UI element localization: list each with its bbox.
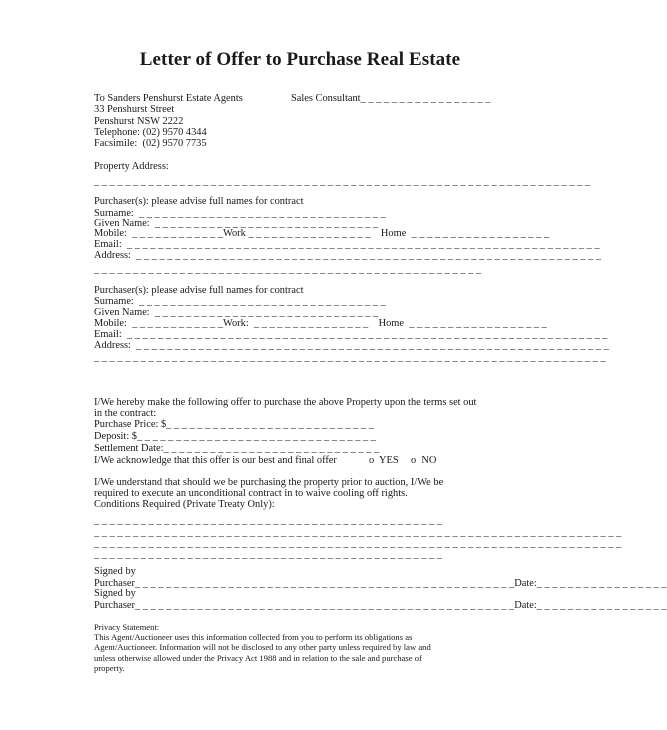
conditions-line-3[interactable]: _ _ _ _ _ _ _ _ _ _ _ _ _ _ _ _ _ _ _ _ _ _ _ _ _ _ _ _ _ _ _ _ _ _ _ _ _ _ _ _ _ _ _ _ _ _ _ _ _ _ _ _ _ _ _ _ _ _ _ _ _ _ _ _ _ _ _ _ [94,538,622,549]
agent-street: 33 Penshurst Street [94,104,175,115]
signed-by-label-1: Signed by [94,566,136,577]
privacy-line-1: This Agent/Auctioneer uses this information collected from you to perform its obligations as [94,632,413,642]
purchaser2-email-field[interactable]: Email: _ _ _ _ _ _ _ _ _ _ _ _ _ _ _ _ _ _ _ _ _ _ _ _ _ _ _ _ _ _ _ _ _ _ _ _ _ _ _ _ _ _ _ _ _ _ _ _ _ _ _ _ _ _ _ _ _ _ _ _ _ _ [94,329,608,340]
purchaser2-given-name-field[interactable]: Given Name: _ _ _ _ _ _ _ _ _ _ _ _ _ _ _ _ _ _ _ _ _ _ _ _ _ _ _ _ _ [94,307,379,318]
purchaser1-phone-fields[interactable]: Mobile: _ _ _ _ _ _ _ _ _ _ _ _Work _ _ _ _ _ _ _ _ _ _ _ _ _ _ _ _ Home _ _ _ _ _ _ _ _ _ _ _ _ _ _ _ _ _ _ [94,228,550,239]
auction-statement-line2: required to execute an unconditional contract in to waive cooling off rights. [94,488,408,499]
purchaser1-email-field[interactable]: Email: _ _ _ _ _ _ _ _ _ _ _ _ _ _ _ _ _ _ _ _ _ _ _ _ _ _ _ _ _ _ _ _ _ _ _ _ _ _ _ _ _ _ _ _ _ _ _ _ _ _ _ _ _ _ _ _ _ _ _ _ _ [94,239,600,250]
acknowledge-yes-option[interactable]: o YES [369,455,399,466]
agent-facsimile: Facsimile: (02) 9570 7735 [94,138,207,149]
agent-to: To Sanders Penshurst Estate Agents [94,93,243,104]
purchaser2-surname-field[interactable]: Surname: _ _ _ _ _ _ _ _ _ _ _ _ _ _ _ _ _ _ _ _ _ _ _ _ _ _ _ _ _ _ _ _ [94,296,386,307]
agent-telephone: Telephone: (02) 9570 4344 [94,127,207,138]
acknowledge-statement: I/We acknowledge that this offer is our best and final offer [94,455,337,466]
purchase-price-field[interactable]: Purchase Price: $_ _ _ _ _ _ _ _ _ _ _ _ _ _ _ _ _ _ _ _ _ _ _ _ _ _ _ [94,419,374,430]
purchaser1-surname-field[interactable]: Surname: _ _ _ _ _ _ _ _ _ _ _ _ _ _ _ _ _ _ _ _ _ _ _ _ _ _ _ _ _ _ _ _ [94,208,386,219]
purchaser2-heading: Purchaser(s): please advise full names for contract [94,285,304,296]
privacy-line-4: property. [94,663,125,673]
purchaser1-given-name-field[interactable]: Given Name: _ _ _ _ _ _ _ _ _ _ _ _ _ _ _ _ _ _ _ _ _ _ _ _ _ _ _ _ _ [94,218,379,229]
conditions-line-1[interactable]: _ _ _ _ _ _ _ _ _ _ _ _ _ _ _ _ _ _ _ _ _ _ _ _ _ _ _ _ _ _ _ _ _ _ _ _ _ _ _ _ _ _ _ _ _ [94,515,443,526]
offer-statement-line2: in the contract: [94,408,157,419]
signed-by-label-2: Signed by [94,588,136,599]
purchaser1-heading: Purchaser(s): please advise full names for contract [94,196,304,207]
settlement-date-field[interactable]: Settlement Date:_ _ _ _ _ _ _ _ _ _ _ _ _ _ _ _ _ _ _ _ _ _ _ _ _ _ _ _ [94,443,380,454]
property-address-label: Property Address: [94,161,169,172]
property-address-field[interactable]: _ _ _ _ _ _ _ _ _ _ _ _ _ _ _ _ _ _ _ _ _ _ _ _ _ _ _ _ _ _ _ _ _ _ _ _ _ _ _ _ _ _ _ _ _ _ _ _ _ _ _ _ _ _ _ _ _ _ _ _ _ _ _ _ [94,176,591,187]
auction-statement-line1: I/We understand that should we be purchasing the property prior to auction, I/We be [94,477,444,488]
acknowledge-no-option[interactable]: o NO [411,455,437,466]
deposit-field[interactable]: Deposit: $_ _ _ _ _ _ _ _ _ _ _ _ _ _ _ _ _ _ _ _ _ _ _ _ _ _ _ _ _ _ _ [94,431,376,442]
agent-suburb: Penshurst NSW 2222 [94,116,184,127]
conditions-line-4[interactable]: _ _ _ _ _ _ _ _ _ _ _ _ _ _ _ _ _ _ _ _ _ _ _ _ _ _ _ _ _ _ _ _ _ _ _ _ _ _ _ _ _ _ _ _ _ [94,549,443,560]
offer-statement-line1: I/We hereby make the following offer to purchase the above Property upon the terms set out [94,397,477,408]
conditions-label: Conditions Required (Private Treaty Only): [94,499,275,510]
privacy-line-2: Agent/Auctioneer. Information will not be disclosed to any other party unless required by law and [94,642,431,652]
conditions-line-2[interactable]: _ _ _ _ _ _ _ _ _ _ _ _ _ _ _ _ _ _ _ _ _ _ _ _ _ _ _ _ _ _ _ _ _ _ _ _ _ _ _ _ _ _ _ _ _ _ _ _ _ _ _ _ _ _ _ _ _ _ _ _ _ _ _ _ _ _ _ _ [94,527,622,538]
privacy-line-3: unless otherwise allowed under the Privacy Act 1988 and in relation to the sale and purchase of [94,653,422,663]
purchaser1-address-field[interactable]: Address: _ _ _ _ _ _ _ _ _ _ _ _ _ _ _ _ _ _ _ _ _ _ _ _ _ _ _ _ _ _ _ _ _ _ _ _ _ _ _ _ _ _ _ _ _ _ _ _ _ _ _ _ _ _ _ _ _ _ _ _ [94,250,602,261]
privacy-heading: Privacy Statement: [94,622,160,632]
purchaser2-signature-field[interactable]: Purchaser_ _ _ _ _ _ _ _ _ _ _ _ _ _ _ _ _ _ _ _ _ _ _ _ _ _ _ _ _ _ _ _ _ _ _ _ _ _ _ _ _ _ _ _ _ _ _ _ _Date:_ _ _ _ _ _ _ _ _ _ _ _ _ _ _ _ _ [94,600,667,611]
purchaser2-address-field[interactable]: Address: _ _ _ _ _ _ _ _ _ _ _ _ _ _ _ _ _ _ _ _ _ _ _ _ _ _ _ _ _ _ _ _ _ _ _ _ _ _ _ _ _ _ _ _ _ _ _ _ _ _ _ _ _ _ _ _ _ _ _ _ _ [94,340,609,351]
purchaser1-address-line2[interactable]: _ _ _ _ _ _ _ _ _ _ _ _ _ _ _ _ _ _ _ _ _ _ _ _ _ _ _ _ _ _ _ _ _ _ _ _ _ _ _ _ _ _ _ _ _ _ _ _ _ _ [94,264,482,275]
purchaser1-signature-field[interactable]: Purchaser_ _ _ _ _ _ _ _ _ _ _ _ _ _ _ _ _ _ _ _ _ _ _ _ _ _ _ _ _ _ _ _ _ _ _ _ _ _ _ _ _ _ _ _ _ _ _ _ _Date:_ _ _ _ _ _ _ _ _ _ _ _ _ _ _ _ _ [94,578,667,589]
purchaser2-address-line2[interactable]: _ _ _ _ _ _ _ _ _ _ _ _ _ _ _ _ _ _ _ _ _ _ _ _ _ _ _ _ _ _ _ _ _ _ _ _ _ _ _ _ _ _ _ _ _ _ _ _ _ _ _ _ _ _ _ _ _ _ _ _ _ _ _ _ _ _ [94,352,606,363]
document-title: Letter of Offer to Purchase Real Estate [139,49,461,70]
sales-consultant-field[interactable]: Sales Consultant_ _ _ _ _ _ _ _ _ _ _ _ _ _ _ _ _ [291,93,491,104]
purchaser2-phone-fields[interactable]: Mobile: _ _ _ _ _ _ _ _ _ _ _ _Work: _ _ _ _ _ _ _ _ _ _ _ _ _ _ _ Home _ _ _ _ _ _ _ _ _ _ _ _ _ _ _ _ _ _ [94,318,547,329]
